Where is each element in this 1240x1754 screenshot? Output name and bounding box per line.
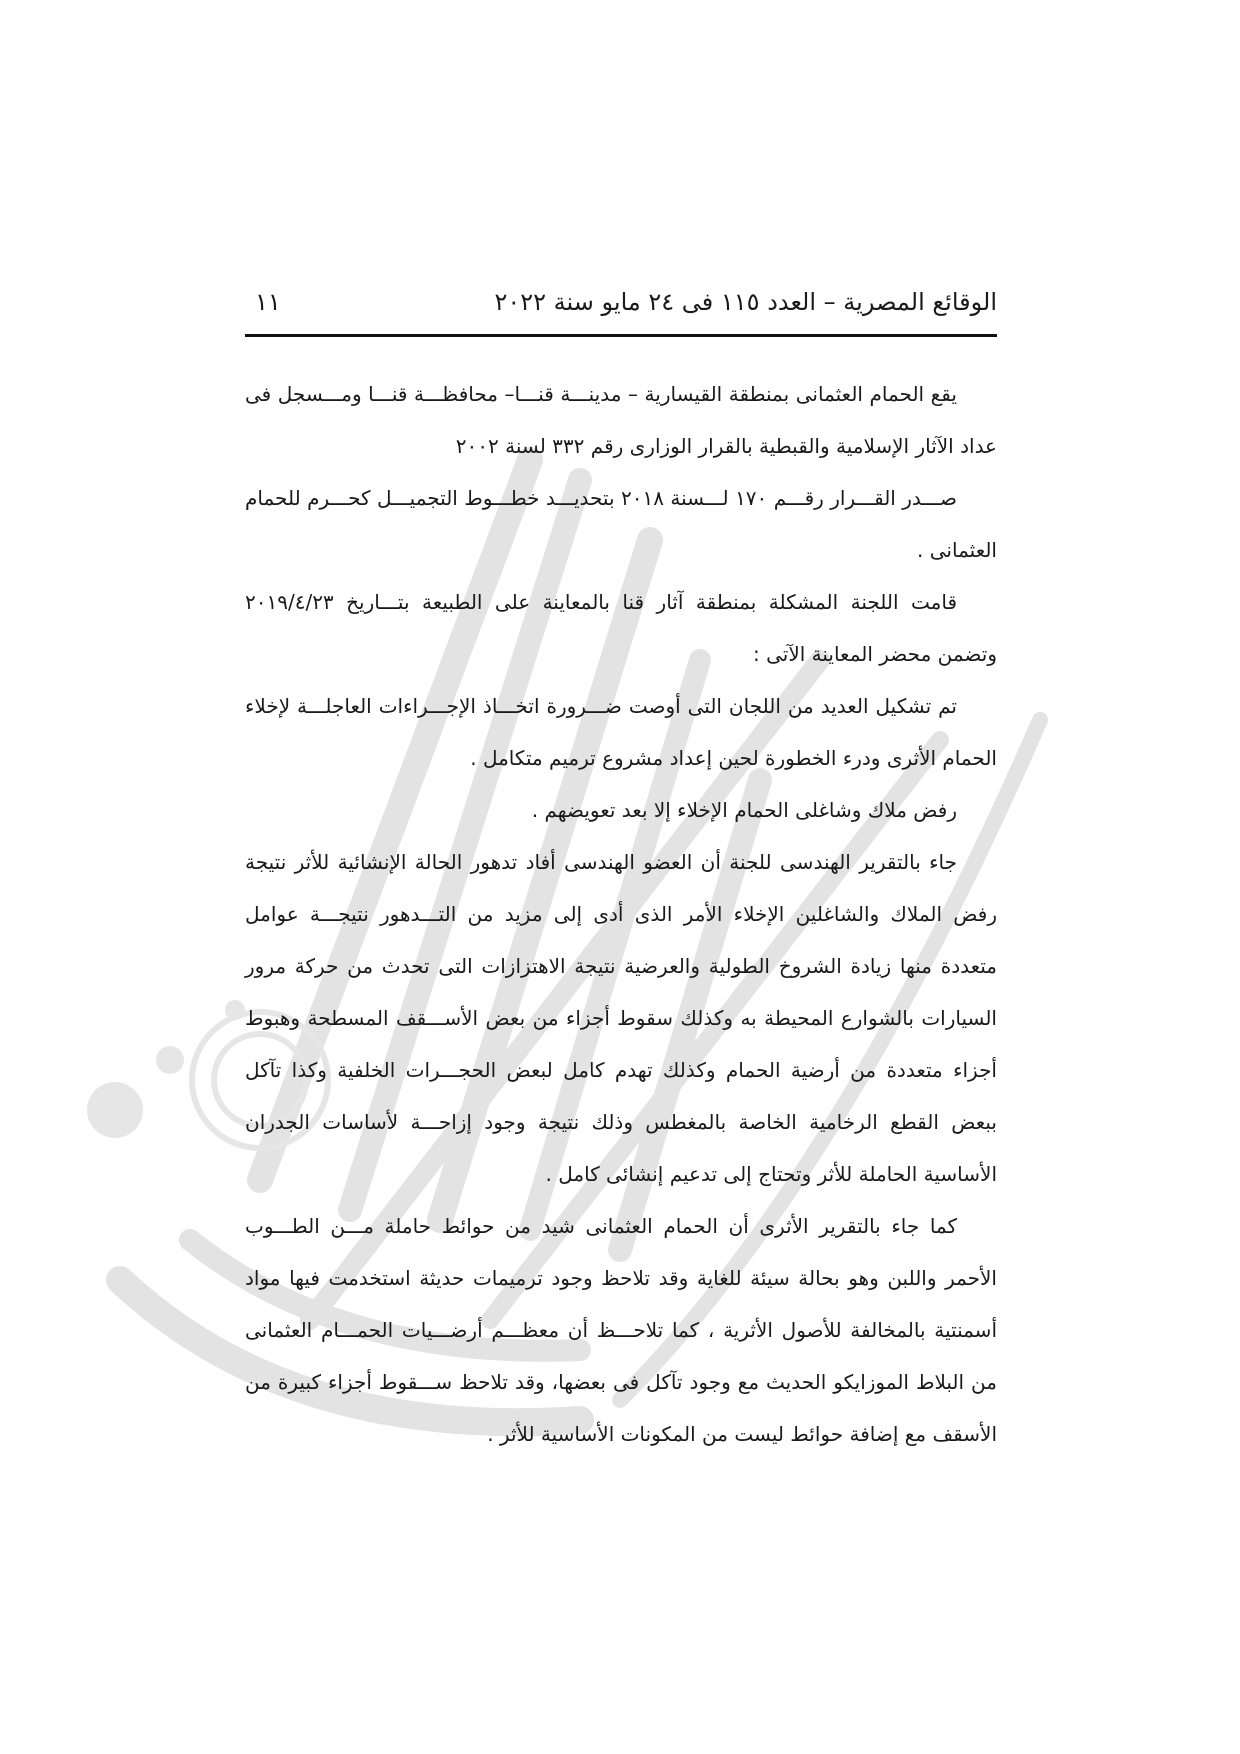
page-number: ١١ bbox=[255, 288, 281, 316]
paragraph-6: جاء بالتقرير الهندسى للجنة أن العضو الهندسى أفاد تدهور الحالة الإنشائية للأثر نتيجة رفض الملاك والشاغلين الإخلاء الأمر الذى أدى إلى مزيد من التـــدهور نتيجـــة عوامل متعددة منها زيادة الشروخ الطولية والعرضية نتيجة الاهتزازات التى تحدث من حركة مرور السيارات بالشوارع المحيطة به وكذلك سقوط أجزاء من بعض الأســـقف المسطحة وهبوط أجزاء متعددة من أرضية الحمام وكذلك تهدم كامل لبعض الحجـــرات الخلفية وكذا تآكل ببعض القطع الرخامية الخاصة بالمغطس وذلك نتيجة وجود إزاحـــة لأساسات الجدران الأساسية الحاملة للأثر وتحتاج إلى تدعيم إنشائى كامل . bbox=[245, 850, 997, 1186]
paragraph-7: كما جاء بالتقرير الأثرى أن الحمام العثمانى شيد من حوائط حاملة مـــن الطـــوب الأحمر واللبن وهو بحالة سيئة للغاية وقد تلاحظ وجود ترميمات حديثة استخدمت فيها مواد أسمنتية بالمخالفة للأصول الأثرية ، كما تلاحـــظ أن معظـــم أرضـــيات الحمـــام العثمانى من البلاط الموزايكو الحديث مع وجود تآكل فى بعضها، وقد تلاحظ ســـقوط أجزاء كبيرة من الأسقف مع إضافة حوائط ليست من المكونات الأساسية للأثر . bbox=[245, 1214, 997, 1446]
document-body bbox=[245, 368, 997, 1460]
header-title: الوقائع المصرية – العدد ١١٥ فى ٢٤ مايو سنة ٢٠٢٢ bbox=[494, 288, 997, 316]
paragraph-1: يقع الحمام العثمانى بمنطقة القيسارية – مدينـــة قنـــا– محافظـــة قنـــا ومـــسجل فى عداد الآثار الإسلامية والقبطية بالقرار الوزارى رقم ٣٣٢ لسنة ٢٠٠٢ bbox=[245, 382, 997, 458]
page-header bbox=[245, 282, 997, 332]
paragraph-5: رفض ملاك وشاغلى الحمام الإخلاء إلا بعد تعويضهم . bbox=[531, 798, 957, 822]
paragraph-3: قامت اللجنة المشكلة بمنطقة آثار قنا بالمعاينة على الطبيعة بتـــاريخ ٢٠١٩/٤/٢٣ وتضمن محضر المعاينة الآتى : bbox=[245, 590, 997, 666]
paragraph-4: تم تشكيل العديد من اللجان التى أوصت ضـــرورة اتخـــاذ الإجـــراءات العاجلـــة لإخلاء الحمام الأثرى ودرء الخطورة لحين إعداد مشروع ترميم متكامل . bbox=[245, 694, 997, 770]
header-divider bbox=[245, 334, 997, 337]
paragraph-2: صـــدر القـــرار رقـــم ١٧٠ لـــسنة ٢٠١٨ بتحديـــد خطـــوط التجميـــل كحـــرم للحمام العثمانى . bbox=[245, 486, 997, 562]
